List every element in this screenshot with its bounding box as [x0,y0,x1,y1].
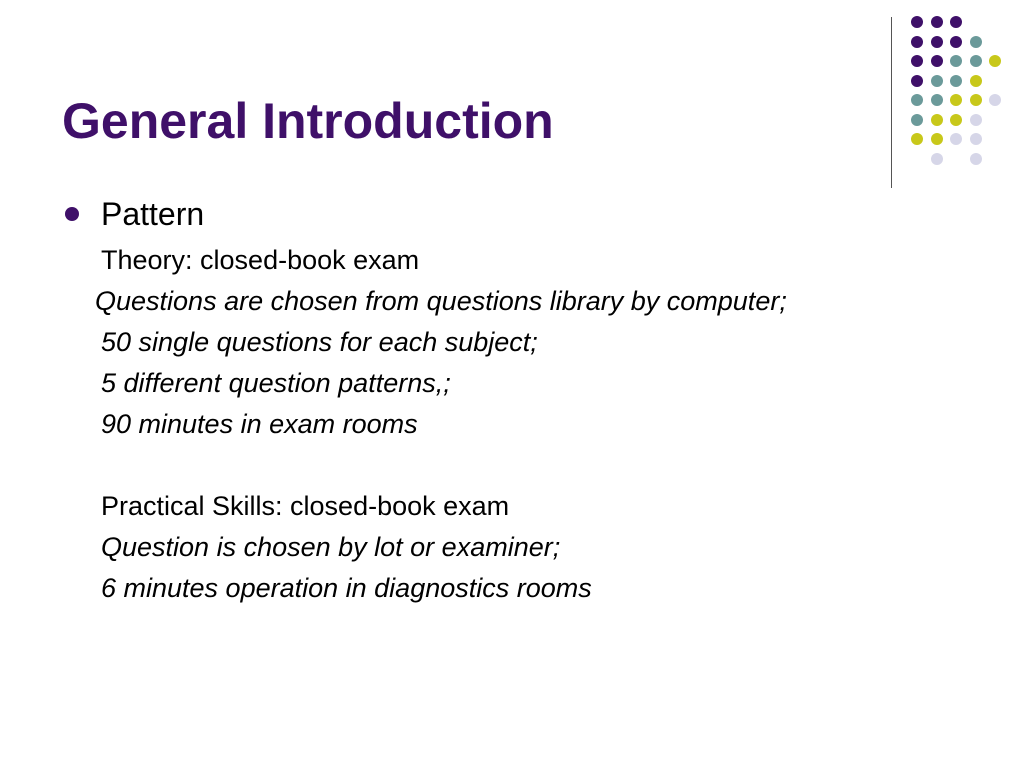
decorative-dot [911,94,923,106]
decorative-dot [931,94,943,106]
decorative-dot [970,55,982,67]
decorative-dot [950,55,962,67]
decorative-dot [989,94,1001,106]
decorative-dot-grid [911,16,1001,166]
theory-line: 5 different question patterns,; [101,368,451,398]
decorative-dot [950,94,962,106]
decorative-dot [911,36,923,48]
bullet-item-pattern [62,192,1002,236]
decorative-dot [970,114,982,126]
practical-line: Question is chosen by lot or examiner; [101,532,561,562]
slide-title: General Introduction [62,93,554,149]
decorative-dot [931,133,943,145]
decorative-dot [911,133,923,145]
decorative-dot [931,153,943,165]
decorative-dot [911,75,923,87]
decorative-dot [931,114,943,126]
decorative-dot [970,153,982,165]
decorative-dot [950,133,962,145]
theory-line: Questions are chosen from questions library by computer; [95,286,787,316]
decorative-dot [970,75,982,87]
decorative-dot [931,75,943,87]
bullet-dot-icon [65,207,79,221]
decorative-dot [989,55,1001,67]
practical-line: 6 minutes operation in diagnostics rooms [101,573,592,603]
bullet-heading: Pattern [101,196,205,232]
decorative-dot [931,55,943,67]
theory-heading: Theory: closed-book exam [101,245,420,275]
theory-line: 50 single questions for each subject; [101,327,538,357]
decorative-dot [931,16,943,28]
title-divider-line [891,17,892,188]
decorative-dot [950,75,962,87]
theory-line: 90 minutes in exam rooms [101,409,418,439]
decorative-dot [911,114,923,126]
slide-body [62,192,1002,603]
decorative-dot [950,36,962,48]
decorative-dot [931,36,943,48]
decorative-dot [950,16,962,28]
decorative-dot [970,36,982,48]
decorative-dot [911,55,923,67]
decorative-dot [911,16,923,28]
decorative-dot [970,94,982,106]
practical-heading: Practical Skills: closed-book exam [101,491,510,521]
decorative-dot [970,133,982,145]
decorative-dot [950,114,962,126]
